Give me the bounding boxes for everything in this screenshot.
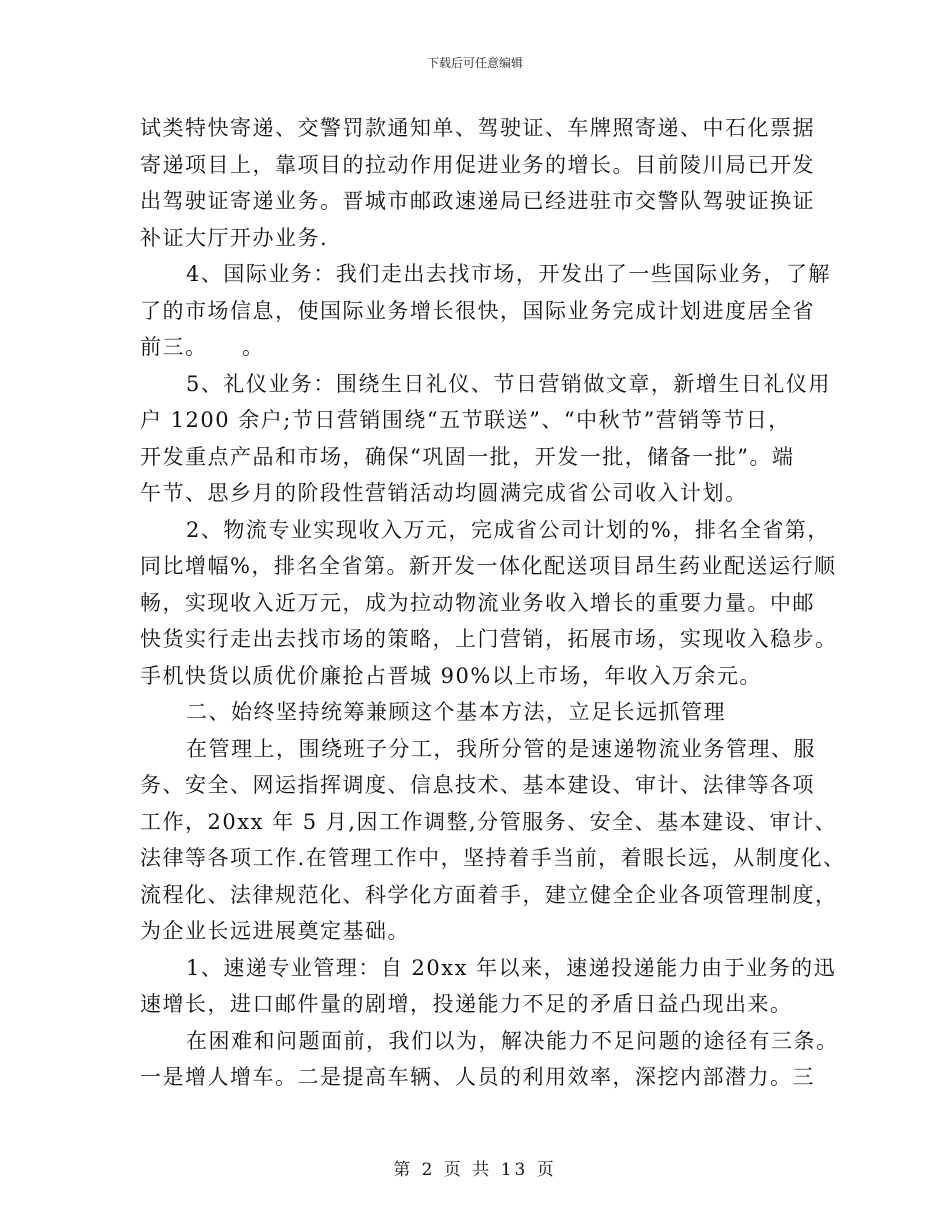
text-line: 4、国际业务：我们走出去找市场，开发出了一些国际业务，了解: [186, 262, 831, 286]
text-line: 5、礼仪业务：围绕生日礼仪、节日营销做文章，新增生日礼仪用: [186, 371, 831, 396]
text-line: 在困难和问题面前，我们以为，解决能力不足问题的途径有三条。: [186, 1028, 839, 1053]
page-footer: 第 2 页 共 13 页: [393, 1160, 557, 1180]
text-line: 畅，实现收入近万元，成为拉动物流业务收入增长的重要力量。中邮: [140, 590, 815, 615]
text-line: 流程化、法律规范化、科学化方面着手，建立健全企业各项管理制度，: [140, 882, 838, 907]
text-line: 开发重点产品和市场，确保“巩固一批，开发一批，储备一批”。端: [140, 444, 795, 469]
text-line: 出驾驶证寄递业务。晋城市邮政速递局已经进驻市交警队驾驶证换证: [140, 189, 815, 213]
text-line: 午节、思乡月的阶段性营销活动均圆满完成省公司收入计划。: [140, 481, 748, 505]
page-header: 下载后可任意编辑: [426, 56, 523, 70]
text-line: 务、安全、网运指挥调度、信息技术、基本建设、审计、法律等各项: [140, 773, 815, 797]
text-line: 速增长，进口邮件量的剧增，投递能力不足的矛盾日益凸现出来。: [140, 992, 793, 1016]
text-line: 补证大厅开办业务.: [140, 225, 329, 250]
text-line: 同比增幅%，排名全省第。新开发一体化配送项目昂生药业配送运行顺: [140, 554, 837, 578]
text-line: 在管理上，围绕班子分工，我所分管的是速递物流业务管理、服: [186, 736, 816, 761]
text-line: 法律等各项工作.在管理工作中，坚持着手当前，着眼长远，从制度化、: [140, 846, 846, 870]
text-line: 试类特快寄递、交警罚款通知单、驾驶证、车牌照寄递、中石化票据: [140, 116, 815, 140]
text-line: 一是增人增车。二是提高车辆、人员的利用效率，深挖内部潜力。三: [140, 1065, 815, 1089]
text-line: 1、速递专业管理：自 20xx 年以来，速递投递能力由于业务的迅: [186, 955, 837, 980]
text-line: 了的市场信息，使国际业务增长很快，国际业务完成计划进度居全省: [140, 298, 815, 323]
text-line: 工作，20xx 年 5 月,因工作调整,分管服务、安全、基本建设、审计、: [140, 809, 838, 834]
text-line: 手机快货以质优价廉抢占晋城 90%以上市场，年收入万余元。: [140, 663, 762, 688]
text-line: 户 1200 余户;节日营销围绕“五节联送”、“中秋节”营销等节日，: [140, 408, 791, 432]
text-line: 2、物流专业实现收入万元，完成省公司计划的%，排名全省第，: [186, 517, 830, 542]
text-line: 寄递项目上，靠项目的拉动作用促进业务的增长。目前陵川局已开发: [140, 152, 815, 177]
text-line: 前三。 。: [140, 335, 265, 359]
document-body: [140, 110, 846, 1096]
text-line: 二、始终坚持统筹兼顾这个基本方法，立足长远抓管理: [186, 700, 726, 724]
text-line: 快货实行走出去找市场的策略，上门营销，拓展市场，实现收入稳步。: [140, 627, 838, 651]
text-line: 为企业长远进展奠定基础。: [140, 919, 410, 943]
